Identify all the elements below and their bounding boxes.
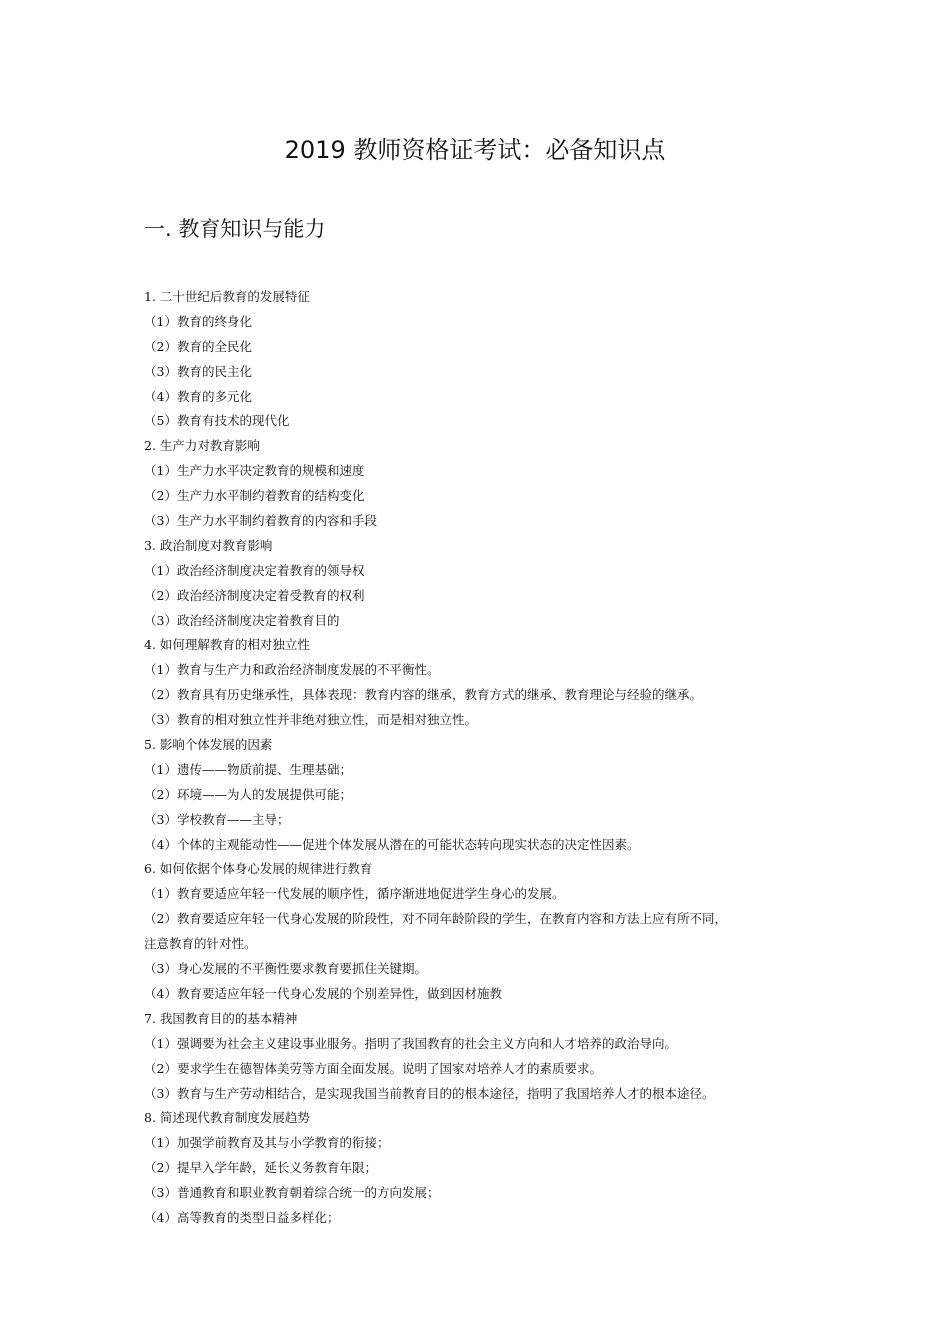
text-line: （3）教育的相对独立性并非绝对独立性，而是相对独立性。 (144, 712, 477, 728)
text-line: （3）政治经济制度决定着教育目的 (144, 612, 340, 628)
text-line: （2）提早入学年龄，延长义务教育年限； (144, 1160, 377, 1176)
document-title: 2019 教师资格证考试：必备知识点 (284, 136, 666, 164)
text-line: 5. 影响个体发展的因素 (144, 737, 273, 753)
text-line: （4）教育要适应年轻一代身心发展的个别差异性，做到因材施教 (144, 985, 502, 1001)
text-line: 7. 我国教育目的的基本精神 (144, 1010, 298, 1026)
text-line: （1）教育与生产力和政治经济制度发展的不平衡性。 (144, 662, 440, 678)
text-line: （3）教育与生产劳动相结合，是实现我国当前教育目的的根本途径，指明了我国培养人才的根本途径。 (144, 1085, 715, 1101)
section-heading: 一. 教育知识与能力 (144, 217, 326, 241)
text-line: （3）普通教育和职业教育朝着综合统一的方向发展； (144, 1185, 440, 1201)
text-line: （4）教育的多元化 (144, 388, 252, 404)
text-line: （5）教育有技术的现代化 (144, 413, 290, 429)
text-line: （1）加强学前教育及其与小学教育的衔接； (144, 1135, 390, 1151)
text-line: （3）身心发展的不平衡性要求教育要抓住关键期。 (144, 961, 427, 977)
text-line: （3）生产力水平制约着教育的内容和手段 (144, 513, 377, 529)
document-body (144, 285, 814, 1231)
text-line: （2）环境——为人的发展提供可能； (144, 786, 352, 802)
text-line: 3. 政治制度对教育影响 (144, 537, 273, 553)
text-line: （3）学校教育——主导； (144, 811, 290, 827)
text-line: （1）政治经济制度决定着教育的领导权 (144, 562, 365, 578)
text-line: （4）高等教育的类型日益多样化； (144, 1209, 340, 1225)
text-line: 注意教育的针对性。 (144, 936, 257, 952)
text-line: （3）教育的民主化 (144, 363, 252, 379)
text-line: （1）教育的终身化 (144, 313, 252, 329)
text-line: （1）强调要为社会主义建设事业服务。指明了我国教育的社会主义方向和人才培养的政治导向。 (144, 1035, 677, 1051)
text-line: 2. 生产力对教育影响 (144, 438, 260, 454)
text-line: 6. 如何依据个体身心发展的规律进行教育 (144, 861, 373, 877)
text-line: （2）要求学生在德智体美劳等方面全面发展。说明了国家对培养人才的素质要求。 (144, 1060, 602, 1076)
text-line: （2）生产力水平制约着教育的结构变化 (144, 488, 365, 504)
text-line: 1. 二十世纪后教育的发展特征 (144, 289, 310, 304)
text-line: （2）教育要适应年轻一代身心发展的阶段性，对不同年龄阶段的学生，在教育内容和方法上应有所不同， (144, 911, 727, 927)
text-line: （2）教育具有历史继承性，具体表现：教育内容的继承，教育方式的继承、教育理论与经验的继承。 (144, 687, 702, 703)
text-line: （2）政治经济制度决定着受教育的权利 (144, 587, 365, 603)
text-line: （1）遗传——物质前提、生理基础； (144, 761, 352, 777)
text-line: （2）教育的全民化 (144, 338, 252, 354)
text-line: （1）生产力水平决定教育的规模和速度 (144, 463, 365, 479)
text-line: 8. 简述现代教育制度发展趋势 (144, 1110, 310, 1126)
text-line: （4）个体的主观能动性——促进个体发展从潜在的可能状态转向现实状态的决定性因素。 (144, 836, 640, 852)
text-line: （1）教育要适应年轻一代发展的顺序性，循序渐进地促进学生身心的发展。 (144, 886, 565, 902)
text-line: 4. 如何理解教育的相对独立性 (144, 637, 310, 653)
